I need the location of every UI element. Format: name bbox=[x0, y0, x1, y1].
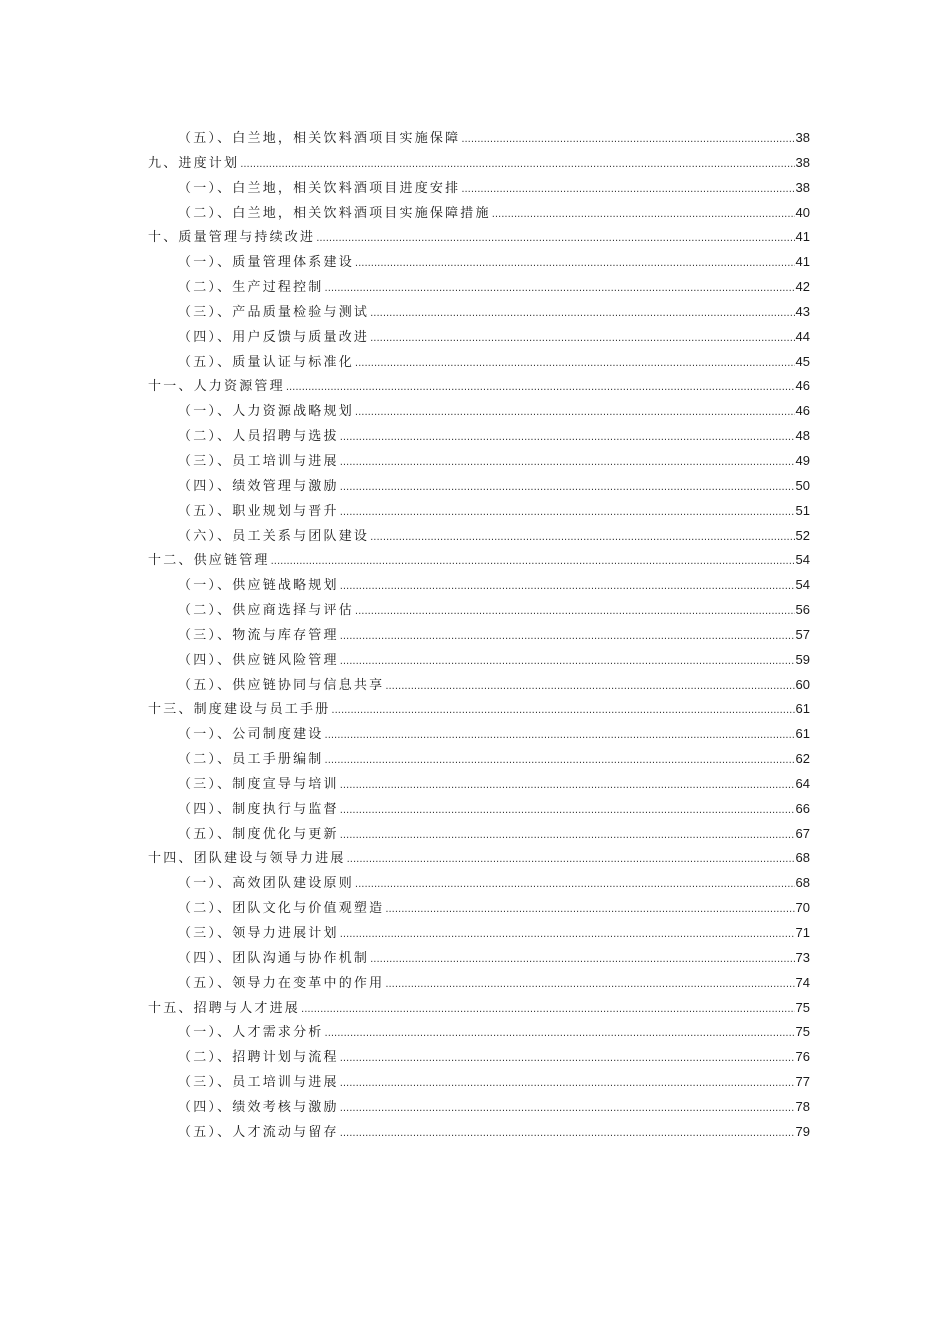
toc-entry-title: （一）、质量管理体系建设 bbox=[178, 255, 354, 271]
toc-dot-leader bbox=[340, 575, 795, 600]
toc-page-number: 60 bbox=[795, 676, 810, 692]
toc-section-entry[interactable] bbox=[148, 449, 810, 474]
toc-page-number: 76 bbox=[795, 1049, 810, 1065]
toc-dot-leader bbox=[461, 128, 794, 153]
toc-entry-title: （二）、招聘计划与流程 bbox=[178, 1050, 339, 1066]
toc-page-number: 71 bbox=[795, 925, 810, 940]
toc-entry-title: （三）、制度宣导与培训 bbox=[178, 776, 339, 792]
toc-entry-title: （一）、人才需求分析 bbox=[178, 1025, 324, 1041]
toc-entry-title: 十二、供应链管理 bbox=[148, 553, 270, 569]
toc-section-entry[interactable] bbox=[148, 1120, 810, 1145]
toc-chapter-entry[interactable] bbox=[148, 374, 810, 399]
toc-page-number: 41 bbox=[795, 254, 810, 270]
toc-page-number: 61 bbox=[795, 701, 810, 717]
toc-dot-leader bbox=[370, 948, 794, 973]
toc-page-number: 79 bbox=[795, 1123, 810, 1139]
table-of-contents bbox=[148, 126, 810, 1145]
toc-section-entry[interactable] bbox=[148, 946, 810, 971]
toc-entry-title: 九、进度计划 bbox=[148, 155, 240, 171]
toc-dot-leader bbox=[340, 1072, 795, 1097]
toc-dot-leader bbox=[340, 650, 795, 675]
toc-entry-title: （一）、公司制度建设 bbox=[178, 727, 324, 743]
toc-dot-leader bbox=[340, 1122, 795, 1147]
toc-entry-title: （六）、员工关系与团队建设 bbox=[178, 528, 370, 544]
toc-page-number: 42 bbox=[795, 279, 810, 295]
toc-section-entry[interactable] bbox=[148, 176, 810, 201]
toc-section-entry[interactable] bbox=[148, 921, 810, 946]
toc-entry-title: （一）、白兰地，相关饮料酒项目进度安排 bbox=[178, 180, 461, 196]
toc-section-entry[interactable] bbox=[148, 1045, 810, 1070]
toc-section-entry[interactable] bbox=[148, 399, 810, 424]
toc-entry-title: （一）、供应链战略规划 bbox=[178, 578, 339, 594]
toc-dot-leader bbox=[461, 178, 794, 203]
toc-dot-leader bbox=[340, 476, 795, 501]
toc-entry-title: （三）、员工培训与进展 bbox=[178, 453, 339, 469]
toc-entry-title: （二）、白兰地，相关饮料酒项目实施保障措施 bbox=[178, 205, 491, 221]
toc-entry-title: （二）、团队文化与价值观塑造 bbox=[178, 901, 385, 917]
toc-entry-title: （二）、供应商选择与评估 bbox=[178, 603, 354, 619]
toc-page-number: 64 bbox=[795, 775, 810, 791]
toc-section-entry[interactable] bbox=[148, 822, 810, 847]
toc-section-entry[interactable] bbox=[148, 648, 810, 673]
toc-entry-title: 十、质量管理与持续改进 bbox=[148, 230, 316, 246]
toc-section-entry[interactable] bbox=[148, 325, 810, 350]
toc-dot-leader bbox=[316, 227, 794, 252]
toc-entry-title: （四）、用户反馈与质量改进 bbox=[178, 329, 370, 345]
toc-section-entry[interactable] bbox=[148, 772, 810, 797]
toc-page-number: 38 bbox=[795, 130, 810, 145]
toc-entry-title: （四）、绩效考核与激励 bbox=[178, 1099, 339, 1115]
toc-entry-title: （五）、制度优化与更新 bbox=[178, 826, 339, 842]
toc-dot-leader bbox=[340, 799, 795, 824]
toc-section-entry[interactable] bbox=[148, 573, 810, 598]
toc-page-number: 75 bbox=[795, 1024, 810, 1040]
toc-page-number: 59 bbox=[795, 651, 810, 667]
toc-section-entry[interactable] bbox=[148, 275, 810, 300]
toc-page-number: 41 bbox=[795, 229, 810, 245]
toc-page-number: 68 bbox=[795, 850, 810, 866]
toc-chapter-entry[interactable] bbox=[148, 697, 810, 722]
toc-dot-leader bbox=[340, 824, 795, 849]
toc-page-number: 77 bbox=[795, 1074, 810, 1090]
toc-chapter-entry[interactable] bbox=[148, 225, 810, 250]
toc-dot-leader bbox=[340, 625, 795, 650]
toc-page-number: 52 bbox=[795, 527, 810, 543]
toc-page-number: 70 bbox=[795, 900, 810, 916]
toc-dot-leader bbox=[325, 749, 795, 774]
toc-dot-leader bbox=[385, 675, 794, 700]
toc-chapter-entry[interactable] bbox=[148, 996, 810, 1021]
toc-dot-leader bbox=[355, 600, 795, 625]
toc-dot-leader bbox=[355, 873, 795, 898]
toc-page-number: 45 bbox=[795, 353, 810, 369]
toc-dot-leader bbox=[355, 352, 795, 377]
toc-page-number: 57 bbox=[795, 626, 810, 642]
toc-dot-leader bbox=[385, 973, 794, 998]
toc-section-entry[interactable] bbox=[148, 623, 810, 648]
toc-dot-leader bbox=[370, 327, 794, 352]
toc-entry-title: 十一、人力资源管理 bbox=[148, 379, 285, 395]
toc-dot-leader bbox=[301, 998, 795, 1023]
toc-section-entry[interactable] bbox=[148, 1095, 810, 1120]
toc-page-number: 62 bbox=[795, 751, 810, 767]
toc-page-number: 78 bbox=[795, 1098, 810, 1114]
toc-section-entry[interactable] bbox=[148, 747, 810, 772]
toc-page-number: 43 bbox=[795, 303, 810, 319]
toc-dot-leader bbox=[240, 153, 794, 178]
toc-dot-leader bbox=[340, 1097, 795, 1122]
toc-entry-title: （三）、员工培训与进展 bbox=[178, 1075, 339, 1091]
toc-dot-leader bbox=[385, 898, 794, 923]
toc-dot-leader bbox=[325, 1022, 795, 1047]
toc-entry-title: （五）、领导力在变革中的作用 bbox=[178, 975, 385, 991]
toc-section-entry[interactable] bbox=[148, 1070, 810, 1095]
toc-entry-title: 十四、团队建设与领导力进展 bbox=[148, 851, 346, 867]
toc-entry-title: （五）、职业规划与晋升 bbox=[178, 503, 339, 519]
toc-page-number: 54 bbox=[795, 552, 810, 568]
toc-section-entry[interactable] bbox=[148, 971, 810, 996]
toc-entry-title: （二）、生产过程控制 bbox=[178, 280, 324, 296]
toc-page-number: 44 bbox=[795, 328, 810, 344]
toc-section-entry[interactable] bbox=[148, 896, 810, 921]
toc-entry-title: （四）、团队沟通与协作机制 bbox=[178, 950, 370, 966]
toc-entry-title: （五）、供应链协同与信息共享 bbox=[178, 677, 385, 693]
toc-dot-leader bbox=[355, 401, 795, 426]
toc-section-entry[interactable] bbox=[148, 1020, 810, 1045]
toc-dot-leader bbox=[340, 426, 795, 451]
toc-dot-leader bbox=[331, 699, 794, 724]
toc-section-entry[interactable] bbox=[148, 871, 810, 896]
toc-section-entry[interactable] bbox=[148, 797, 810, 822]
toc-page-number: 74 bbox=[795, 974, 810, 990]
toc-entry-title: （三）、产品质量检验与测试 bbox=[178, 304, 370, 320]
toc-dot-leader bbox=[340, 923, 795, 948]
toc-entry-title: （四）、绩效管理与激励 bbox=[178, 478, 339, 494]
toc-dot-leader bbox=[340, 451, 795, 476]
toc-entry-title: （二）、员工手册编制 bbox=[178, 752, 324, 768]
toc-page-number: 66 bbox=[795, 800, 810, 816]
toc-entry-title: （一）、人力资源战略规划 bbox=[178, 404, 354, 420]
toc-page-number: 50 bbox=[795, 477, 810, 493]
toc-entry-title: （四）、制度执行与监督 bbox=[178, 801, 339, 817]
toc-chapter-entry[interactable] bbox=[148, 548, 810, 573]
toc-page-number: 54 bbox=[795, 577, 810, 593]
toc-dot-leader bbox=[325, 724, 795, 749]
toc-section-entry[interactable] bbox=[148, 126, 810, 151]
toc-dot-leader bbox=[340, 774, 795, 799]
toc-entry-title: （五）、质量认证与标准化 bbox=[178, 354, 354, 370]
toc-dot-leader bbox=[347, 848, 795, 873]
toc-page-number: 51 bbox=[795, 502, 810, 518]
toc-chapter-entry[interactable] bbox=[148, 151, 810, 176]
toc-page-number: 67 bbox=[795, 825, 810, 841]
toc-page-number: 38 bbox=[795, 179, 810, 195]
toc-dot-leader bbox=[325, 277, 795, 302]
toc-page-number: 46 bbox=[795, 378, 810, 394]
toc-entry-title: 十五、招聘与人才进展 bbox=[148, 1000, 301, 1016]
toc-section-entry[interactable] bbox=[148, 474, 810, 499]
toc-page-number: 49 bbox=[795, 452, 810, 468]
toc-page-number: 56 bbox=[795, 602, 810, 618]
toc-section-entry[interactable] bbox=[148, 598, 810, 623]
toc-section-entry[interactable] bbox=[148, 524, 810, 549]
toc-page-number: 40 bbox=[795, 204, 810, 220]
toc-page-number: 68 bbox=[795, 875, 810, 891]
toc-section-entry[interactable] bbox=[148, 350, 810, 375]
toc-entry-title: （三）、物流与库存管理 bbox=[178, 627, 339, 643]
toc-section-entry[interactable] bbox=[148, 201, 810, 226]
toc-page-number: 38 bbox=[795, 154, 810, 170]
toc-dot-leader bbox=[340, 1047, 795, 1072]
toc-section-entry[interactable] bbox=[148, 722, 810, 747]
toc-entry-title: （二）、人员招聘与选拔 bbox=[178, 429, 339, 445]
toc-entry-title: （三）、领导力进展计划 bbox=[178, 926, 339, 941]
toc-page-number: 48 bbox=[795, 428, 810, 444]
toc-entry-title: （五）、人才流动与留存 bbox=[178, 1124, 339, 1140]
toc-section-entry[interactable] bbox=[148, 673, 810, 698]
toc-dot-leader bbox=[355, 252, 795, 277]
toc-section-entry[interactable] bbox=[148, 499, 810, 524]
toc-entry-title: （一）、高效团队建设原则 bbox=[178, 876, 354, 892]
toc-dot-leader bbox=[286, 376, 795, 401]
toc-page-number: 61 bbox=[795, 726, 810, 742]
toc-section-entry[interactable] bbox=[148, 250, 810, 275]
toc-entry-title: 十三、制度建设与员工手册 bbox=[148, 702, 331, 718]
toc-dot-leader bbox=[370, 526, 794, 551]
toc-entry-title: （四）、供应链风险管理 bbox=[178, 652, 339, 668]
toc-section-entry[interactable] bbox=[148, 424, 810, 449]
toc-section-entry[interactable] bbox=[148, 300, 810, 325]
toc-page-number: 75 bbox=[795, 999, 810, 1015]
toc-dot-leader bbox=[271, 550, 795, 575]
toc-page-number: 46 bbox=[795, 403, 810, 419]
toc-entry-title: （五）、白兰地，相关饮料酒项目实施保障 bbox=[178, 131, 461, 146]
toc-dot-leader bbox=[370, 302, 794, 327]
toc-page-number: 73 bbox=[795, 949, 810, 965]
toc-dot-leader bbox=[492, 203, 795, 228]
toc-dot-leader bbox=[340, 501, 795, 526]
toc-chapter-entry[interactable] bbox=[148, 846, 810, 871]
